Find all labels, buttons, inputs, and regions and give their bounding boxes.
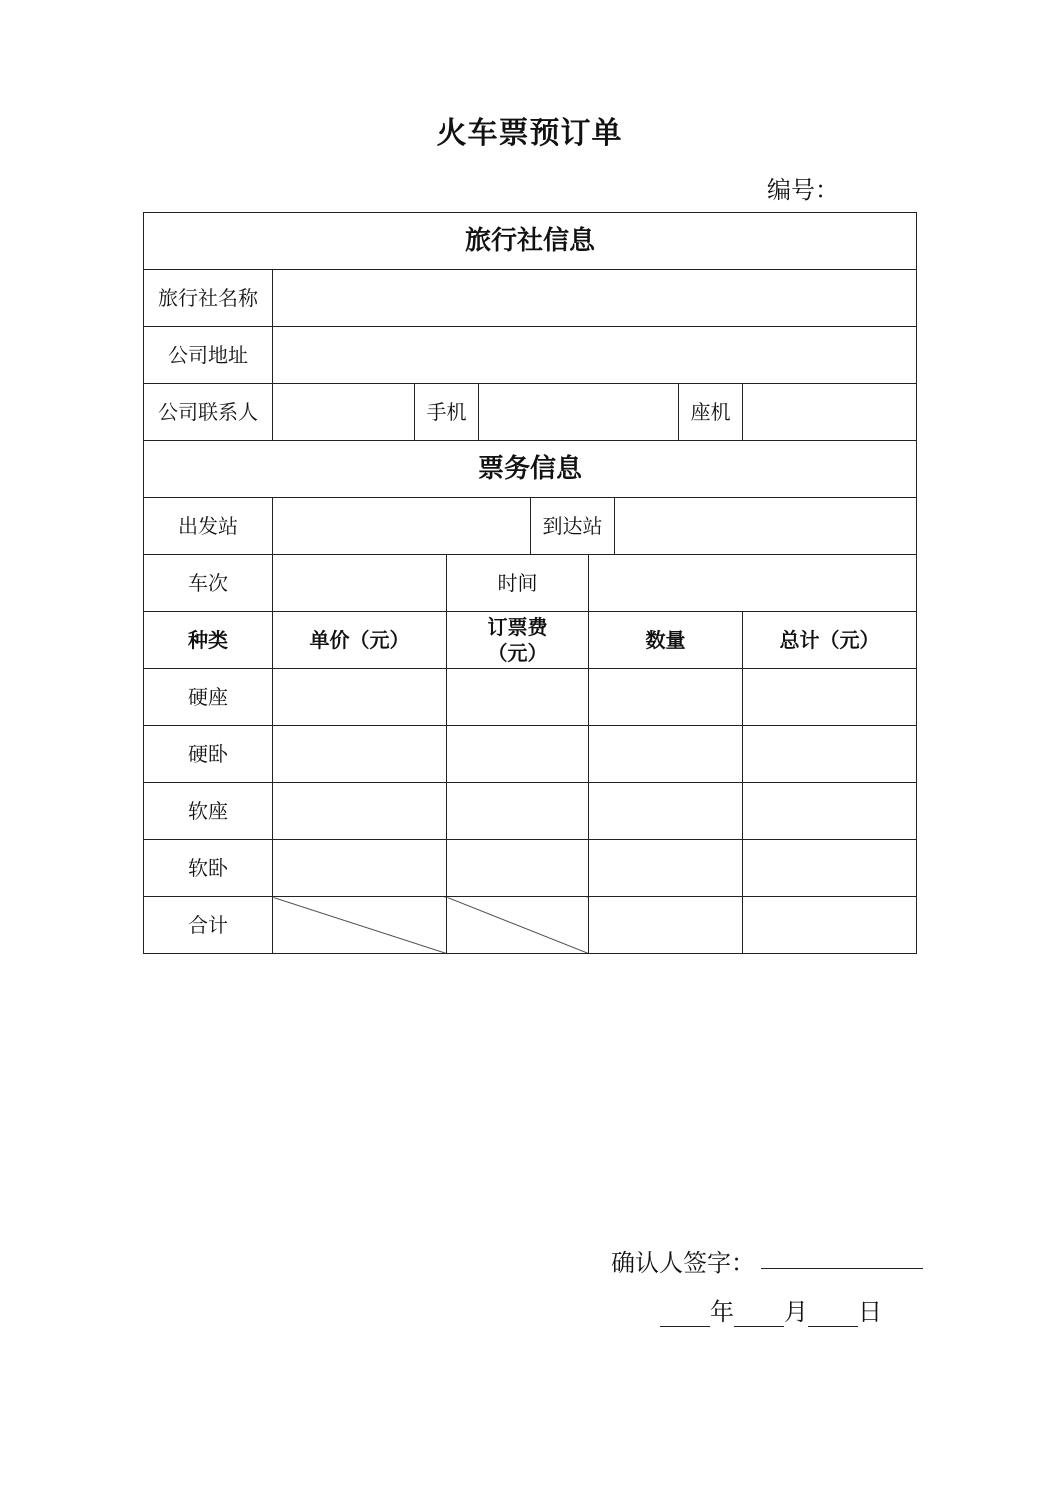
train-row (144, 555, 917, 612)
contact-field[interactable] (273, 384, 415, 441)
train-field[interactable] (273, 555, 447, 612)
seat-type-label: 软卧 (144, 840, 273, 897)
departure-label: 出发站 (144, 498, 273, 555)
address-label: 公司地址 (144, 327, 273, 384)
month-label: 月 (784, 1298, 808, 1326)
quantity-cell[interactable] (589, 783, 743, 840)
booking-fee-cell[interactable] (447, 783, 589, 840)
mobile-field[interactable] (479, 384, 679, 441)
total-header: 总计（元） (743, 612, 917, 669)
unit-price-header: 单价（元） (273, 612, 447, 669)
date-row (660, 1297, 882, 1329)
price-row-hard-seat (144, 669, 917, 726)
time-label: 时间 (447, 555, 589, 612)
sum-label: 合计 (144, 897, 273, 954)
year-blank[interactable] (660, 1300, 710, 1327)
sum-row (144, 897, 917, 954)
booking-fee-header (447, 612, 589, 669)
address-row (144, 327, 917, 384)
price-row-soft-seat (144, 783, 917, 840)
agency-section-heading: 旅行社信息 (144, 213, 917, 270)
contact-label: 公司联系人 (144, 384, 273, 441)
booking-fee-sum-crossed-cell (447, 897, 589, 954)
agency-section-row (144, 213, 917, 270)
unit-price-cell[interactable] (273, 840, 447, 897)
quantity-header: 数量 (589, 612, 743, 669)
booking-fee-cell[interactable] (447, 669, 589, 726)
unit-price-cell[interactable] (273, 783, 447, 840)
booking-fee-header-line2: （元） (487, 641, 548, 665)
signature-line[interactable] (761, 1268, 923, 1269)
price-header-row (144, 612, 917, 669)
unit-price-sum-crossed-cell (273, 897, 447, 954)
address-field[interactable] (273, 327, 917, 384)
year-label: 年 (710, 1298, 734, 1326)
station-row (144, 498, 917, 555)
departure-field[interactable] (273, 498, 531, 555)
price-row-soft-sleeper (144, 840, 917, 897)
time-field[interactable] (589, 555, 917, 612)
type-header: 种类 (144, 612, 273, 669)
booking-fee-cell[interactable] (447, 840, 589, 897)
total-cell[interactable] (743, 726, 917, 783)
booking-fee-header-line1: 订票费 (487, 615, 548, 639)
total-cell[interactable] (743, 669, 917, 726)
seat-type-label: 软座 (144, 783, 273, 840)
price-row-hard-sleeper (144, 726, 917, 783)
agency-name-row (144, 270, 917, 327)
total-cell[interactable] (743, 840, 917, 897)
mobile-label: 手机 (415, 384, 479, 441)
serial-number-label: 编号： (767, 176, 839, 204)
arrival-field[interactable] (615, 498, 917, 555)
total-cell[interactable] (743, 783, 917, 840)
agency-name-label: 旅行社名称 (144, 270, 273, 327)
landline-field[interactable] (743, 384, 917, 441)
landline-label: 座机 (679, 384, 743, 441)
quantity-cell[interactable] (589, 669, 743, 726)
seat-type-label: 硬座 (144, 669, 273, 726)
arrival-label: 到达站 (531, 498, 615, 555)
month-blank[interactable] (734, 1300, 784, 1327)
booking-form-table (143, 212, 917, 954)
quantity-cell[interactable] (589, 726, 743, 783)
unit-price-cell[interactable] (273, 726, 447, 783)
total-sum-cell[interactable] (743, 897, 917, 954)
form-title: 火车票预订单 (436, 116, 623, 151)
signature-label: 确认人签字： (611, 1249, 755, 1277)
contact-row (144, 384, 917, 441)
day-blank[interactable] (808, 1300, 858, 1327)
ticket-section-heading: 票务信息 (144, 441, 917, 498)
ticket-section-row (144, 441, 917, 498)
quantity-sum-cell[interactable] (589, 897, 743, 954)
train-label: 车次 (144, 555, 273, 612)
agency-name-field[interactable] (273, 270, 917, 327)
booking-fee-cell[interactable] (447, 726, 589, 783)
day-label: 日 (858, 1298, 882, 1326)
seat-type-label: 硬卧 (144, 726, 273, 783)
unit-price-cell[interactable] (273, 669, 447, 726)
quantity-cell[interactable] (589, 840, 743, 897)
